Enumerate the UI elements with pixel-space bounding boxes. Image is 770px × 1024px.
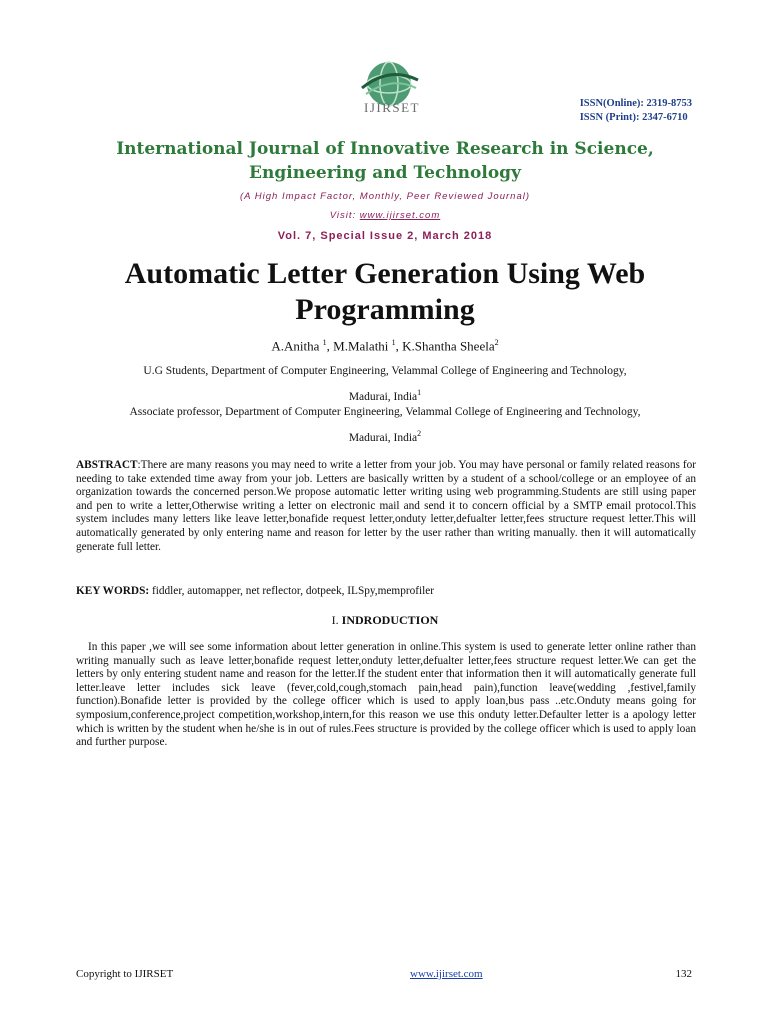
journal-title-line2: Engineering and Technology [249, 163, 521, 183]
keywords-text: fiddler, automapper, net reflector, dotpeek, ILSpy,memprofiler [149, 585, 435, 597]
introduction-paragraph: In this paper ,we will see some information about letter generation in online.This system is used to generate letter online rather than writing manually such as leave letter,bonafide request letter,onduty letter,defualter letter,fees structure request letter.We can get the letters by only entering student name and reason for the letter.If the student enter that information then it will automatically generate full letter.leave letter includes sick leave (fever,cold,cough,stomach pain,head pain),function leave(wedding ,festivel,family function).Bonafide letter is provided by the college officer which is used to apply loan,bus pass ..etc.Onduty means going for symposium,conference,project competition,workshop,intern,for this reason we use this onduty letter.Defaulter letter is a apology letter which is written by the student when he/she is in out of rules.Fees structure is provided by the college officer which is used to apply loan and further purpose. [76, 641, 696, 749]
affiliation-2 [70, 401, 700, 449]
keywords [76, 585, 696, 599]
affiliation-2-sup: 2 [417, 429, 422, 438]
author-3: , K.Shantha Sheela [395, 338, 495, 354]
affiliation-1-line1: U.G Students, Department of Computer Engineering, Velammal College of Engineering and Technology, [143, 365, 627, 377]
visit-label: Visit: [329, 210, 360, 221]
abstract-label: ABSTRACT [76, 459, 138, 471]
author-1-sup: 1 [322, 338, 327, 347]
affiliation-2-line1: Associate professor, Department of Computer Engineering, Velammal College of Engineering and Technology, [129, 406, 641, 418]
issn-block [580, 97, 692, 125]
volume-issue: Vol. 7, Special Issue 2, March 2018 [277, 230, 493, 242]
keywords-label: KEY WORDS: [76, 585, 150, 597]
issn-online: ISSN(Online): 2319-8753 [579, 98, 692, 109]
section-heading [60, 613, 710, 628]
journal-tagline: (A High Impact Factor, Monthly, Peer Reviewed Journal) [239, 191, 530, 202]
author-3-sup: 2 [494, 338, 499, 347]
affiliation-1-place: Madurai, India [348, 390, 418, 403]
abstract [76, 459, 696, 554]
affiliation-1-sup: 1 [417, 388, 422, 397]
paper-title-line1: Automatic Letter Generation Using Web [124, 257, 646, 290]
section-title: INDRODUCTION [341, 613, 439, 627]
author-1: A.Anitha [271, 338, 323, 354]
author-2: , M.Malathi [326, 338, 392, 354]
section-number: I. [331, 613, 342, 627]
journal-url-link[interactable]: www.ijirset.com [359, 210, 441, 221]
author-list [60, 338, 710, 354]
affiliation-2-line2 [70, 423, 700, 449]
journal-title [60, 137, 710, 185]
footer-copyright: Copyright to IJIRSET [76, 968, 174, 980]
issn-print: ISSN (Print): 2347-6710 [579, 112, 688, 123]
abstract-text: :There are many reasons you may need to write a letter from your job. You may have personal or family related reasons for needing to take extended time away from your job. Letters are basically written by a student of a school/college or an employee of an organization towards the concerned person.We propose automatic letter writing using web programming.Students are still using paper and pen to write a letter,Otherwise writing a letter on electronic mail and send it to concern official by a SMTP email protocol.This system includes many letters like leave letter,bonafide request letter,onduty letter,defualter letter,fees structure request letter.This will automatically generated by only entering name and reason for letter by the user rather than writing manually. then it will automatically generate full letter. [76, 459, 696, 553]
logo-text: IJIRSET [364, 100, 420, 115]
journal-visit [60, 210, 710, 221]
affiliation-2-place: Madurai, India [348, 431, 418, 444]
footer-url-link[interactable]: www.ijirset.com [410, 968, 483, 980]
journal-title-line1: International Journal of Innovative Research in Science, [116, 139, 654, 159]
author-2-sup: 1 [391, 338, 396, 347]
paper-title [60, 256, 710, 328]
page-number: 132 [675, 968, 692, 980]
paper-title-line2: Programming [295, 293, 475, 326]
